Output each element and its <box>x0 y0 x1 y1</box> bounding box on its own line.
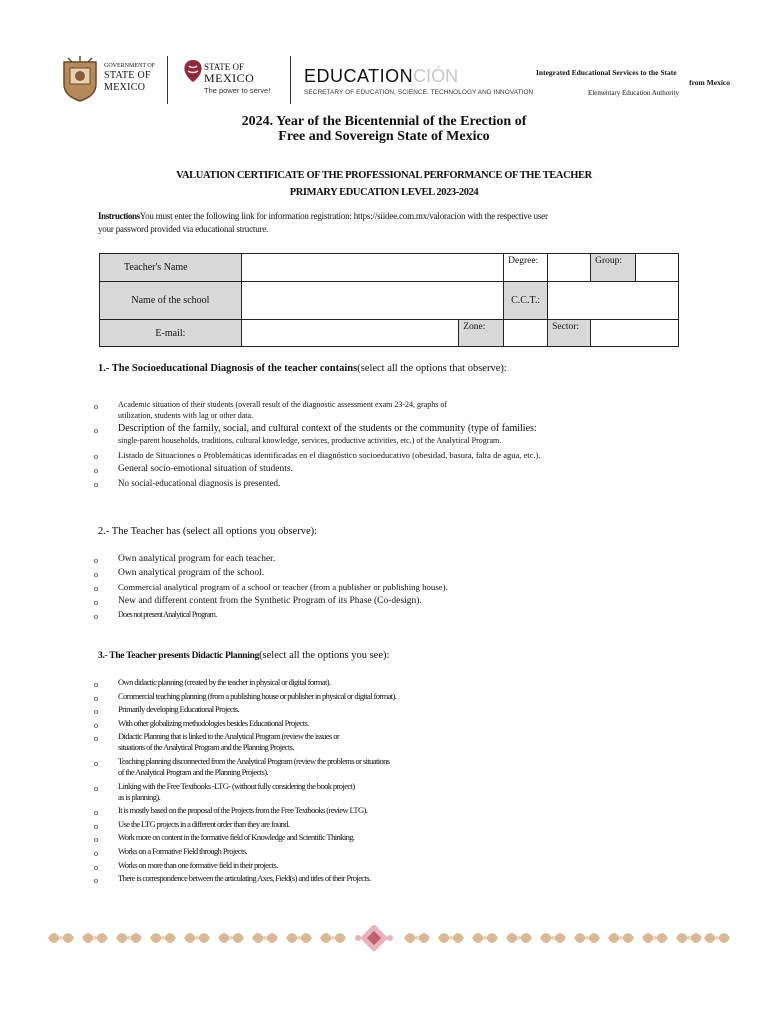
bullet-circle-icon: o <box>94 680 98 689</box>
teacher-name-field[interactable] <box>241 254 503 282</box>
bullet-circle-icon: o <box>94 707 98 717</box>
bullet-circle-icon: o <box>94 758 98 768</box>
bullet-circle-icon: o <box>94 598 98 607</box>
sector-label: Sector: <box>548 320 591 347</box>
option-checkbox[interactable]: o Use the LTG projects in a different order than they are found. <box>94 818 290 831</box>
bullet-circle-icon: o <box>94 452 98 461</box>
option-checkbox[interactable]: o Teaching planning disconnected from the Analytical Program (review the problems or situations of the Analytical Program and the Planning Projects). <box>94 755 390 777</box>
option-checkbox[interactable]: o Primarily developing Educational Projects. <box>94 704 240 717</box>
section-1-title: 1.- The Socioeducational Diagnosis of the teacher contains(select all the options that observe): <box>98 363 507 374</box>
option-checkbox[interactable]: o It is mostly based on the proposal of the Projects from the Free Textbooks (review LTG). <box>94 805 368 818</box>
teacher-name-label: Teacher's Name <box>100 254 242 282</box>
school-name-field[interactable] <box>241 282 503 320</box>
option-checkbox[interactable]: o No social-educational diagnosis is presented. <box>94 478 281 489</box>
zone-field[interactable] <box>504 320 548 347</box>
option-checkbox[interactable]: o Own didactic planning (created by the teacher in physical or digital format). <box>94 677 331 689</box>
bullet-circle-icon: o <box>94 783 98 793</box>
year-title: 2024. Year of the Bicentennial of the Erection of Free and Sovereign State of Mexico <box>241 114 527 144</box>
option-checkbox[interactable]: o Listado de Situaciones o Problemáticas identificadas en el diagnóstico socioeducativo (obesidad, basura, falta de agua, etc.). <box>94 450 541 461</box>
state-of-mexico-logo-icon <box>180 58 206 84</box>
section-2-title: 2.- The Teacher has (select all options you observe): <box>98 526 318 537</box>
bullet-circle-icon: o <box>94 876 98 886</box>
option-checkbox[interactable]: o Didactic Planning that is linked to the Analytical Program (review the issues or situations of the Analytical Program and the Planning Projects. <box>94 731 340 753</box>
zone-label: Zone: <box>459 320 504 347</box>
bullet-circle-icon: o <box>94 734 98 744</box>
education-secretariat-label: EDUCATIONCIÓN SECRETARY OF EDUCATION, SCIENCE, TECHNOLOGY AND INNOVATION <box>304 66 534 96</box>
option-checkbox[interactable]: o With other globalizing methodologies besides Educational Projects. <box>94 717 309 730</box>
email-field[interactable] <box>241 320 458 347</box>
option-checkbox[interactable]: o There is correspondence between the articulating Axes, Field(s) and titles of their Projects. <box>94 873 371 886</box>
bullet-circle-icon: o <box>94 466 98 475</box>
option-checkbox[interactable]: o Work more on content in the formative field of Knowledge and Scientific Thinking. <box>94 832 355 845</box>
school-name-label: Name of the school <box>100 282 242 320</box>
decorative-footer-pattern <box>44 925 734 951</box>
section-3-title: 3.- The Teacher presents Didactic Planning(select all the options you see): <box>98 650 390 661</box>
bullet-circle-icon: o <box>94 862 98 872</box>
option-checkbox[interactable]: o Works on more than one formative field in their projects. <box>94 859 278 872</box>
bullet-circle-icon: o <box>94 848 98 858</box>
bullet-circle-icon: o <box>94 808 98 818</box>
instructions: InstructionsYou must enter the following link for information registration: https://siidee.com.mx/valoracion with the respective user your password provided via educational structure. <box>98 211 548 234</box>
option-checkbox[interactable]: o New and different content from the Synthetic Program of its Phase (Co-design). <box>94 596 422 607</box>
section-3-options <box>94 677 494 887</box>
section-1-options <box>94 399 574 491</box>
header-divider <box>290 56 291 104</box>
state-coat-of-arms-icon <box>60 56 100 102</box>
option-checkbox[interactable]: o General socio-emotional situation of students. <box>94 464 293 475</box>
option-checkbox[interactable]: o Description of the family, social, and cultural context of the students or the community (type of families: single-parent households, traditions, cultural knowledge, services, productive activities, etc.) of the Analytical Program. <box>94 423 537 445</box>
bullet-circle-icon: o <box>94 612 98 621</box>
bullet-circle-icon: o <box>94 584 98 593</box>
state-of-mexico-label: STATE OF MEXICO The power to serve! <box>204 62 271 95</box>
option-checkbox[interactable]: o Own analytical program of the school. <box>94 568 265 579</box>
bullet-circle-icon: o <box>94 556 98 565</box>
bullet-circle-icon: o <box>94 402 98 411</box>
group-field[interactable] <box>636 254 679 282</box>
bullet-circle-icon: o <box>94 426 98 435</box>
option-checkbox[interactable]: o Commercial teaching planning (from a publishing house or publisher in physical or digital format). <box>94 690 397 703</box>
bullet-circle-icon: o <box>94 570 98 579</box>
teacher-info-table <box>99 253 679 347</box>
option-checkbox[interactable]: o Commercial analytical program of a school or teacher (from a publisher or publishing house). <box>94 582 448 593</box>
bullet-circle-icon: o <box>94 835 98 845</box>
option-checkbox[interactable]: o Own analytical program for each teacher. <box>94 554 276 565</box>
bullet-circle-icon: o <box>94 480 98 489</box>
section-2-options <box>94 553 574 623</box>
authority-label: Integrated Educational Services to the State from Mexico Elementary Education Authority <box>536 68 730 97</box>
degree-field[interactable] <box>548 254 591 282</box>
email-label: E-mail: <box>100 320 242 347</box>
option-checkbox[interactable]: o Works on a Formative Field through Projects. <box>94 845 247 858</box>
degree-label: Degree: <box>504 254 548 282</box>
bullet-circle-icon: o <box>94 720 98 730</box>
option-checkbox[interactable]: o Linking with the Free Textbooks -LTG- (without fully considering the book project) as is planning). <box>94 780 355 802</box>
sector-field[interactable] <box>591 320 679 347</box>
letterhead <box>0 50 768 110</box>
header-divider <box>167 56 168 104</box>
group-label: Group: <box>591 254 636 282</box>
bullet-circle-icon: o <box>94 693 98 703</box>
cct-field[interactable] <box>548 282 679 320</box>
government-label: GOVERNMENT OF STATE OF MEXICO <box>104 63 156 93</box>
option-checkbox[interactable]: o Does not present Analytical Program. <box>94 610 217 621</box>
option-checkbox[interactable]: o Academic situation of their students (overall result of the diagnostic assessment exam 23-24, graphs of utilization, students with lag or other data. <box>94 400 448 420</box>
cct-label: C.C.T.: <box>504 282 548 320</box>
certificate-title: VALUATION CERTIFICATE OF THE PROFESSIONAL PERFORMANCE OF THE TEACHER PRIMARY EDUCATION LEVEL 2023-2024 <box>176 170 592 198</box>
bullet-circle-icon: o <box>94 821 98 831</box>
